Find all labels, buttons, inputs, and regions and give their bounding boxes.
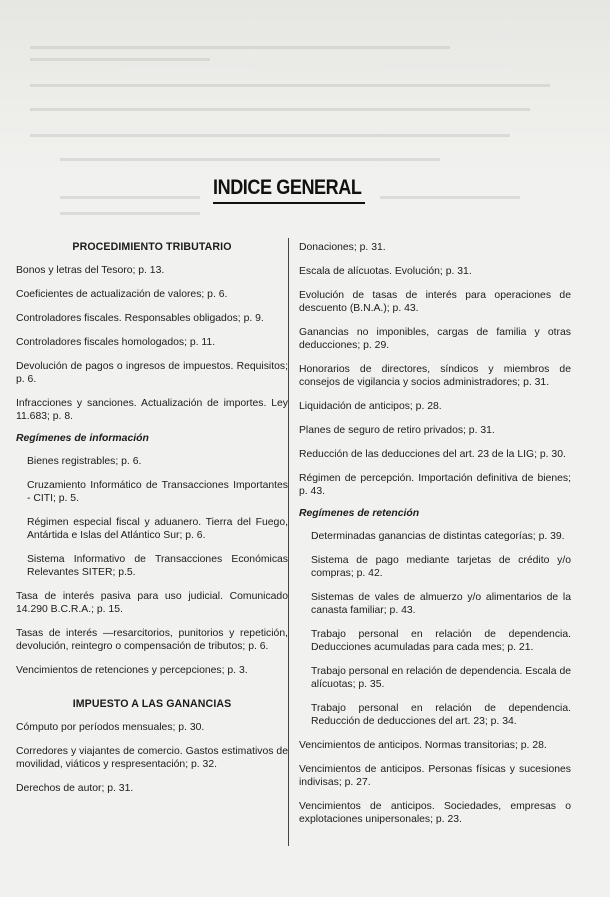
section-heading-procedimiento: PROCEDIMIENTO TRIBUTARIO (72, 241, 232, 253)
section-heading-ganancias: IMPUESTO A LAS GANANCIAS (72, 698, 232, 710)
index-subentry: Régimen especial fiscal y aduanero. Tierra del Fuego, Antártida e Islas del Atlántico Sur; p. 6. (27, 517, 288, 541)
index-subentry: Determinadas ganancias de distintas categorías; p. 39. (311, 531, 565, 542)
index-subentry: Sistemas de vales de almuerzo y/o alimentarios de la canasta familiar; p. 43. (311, 592, 571, 616)
index-entry: Devolución de pagos o ingresos de impuestos. Requisitos; p. 6. (16, 361, 288, 385)
index-subentry: Sistema de pago mediante tarjetas de crédito y/o compras; p. 42. (311, 555, 571, 579)
index-entry: Vencimientos de anticipos. Sociedades, empresas o explotaciones unipersonales; p. 23. (299, 801, 571, 825)
index-subentry: Trabajo personal en relación de dependencia. Escala de alícuotas; p. 35. (311, 666, 571, 690)
title-underline (213, 202, 365, 204)
index-entry: Régimen de percepción. Importación definitiva de bienes; p. 43. (299, 473, 571, 497)
index-entry: Donaciones; p. 31. (299, 242, 386, 253)
column-divider (288, 238, 289, 846)
right-column (299, 241, 571, 837)
index-entry: Derechos de autor; p. 31. (16, 783, 134, 794)
subheading-regimenes-informacion: Regímenes de información (16, 433, 149, 444)
index-entry: Coeficientes de actualización de valores; p. 6. (16, 289, 228, 300)
index-entry: Vencimientos de anticipos. Personas físicas y sucesiones indivisas; p. 27. (299, 764, 571, 788)
show-through-background (0, 0, 610, 175)
index-subentry: Cruzamiento Informático de Transacciones Importantes - CITI; p. 5. (27, 480, 288, 504)
index-entry: Tasa de interés pasiva para uso judicial. Comunicado 14.290 B.C.R.A.; p. 15. (16, 591, 288, 615)
index-entry: Planes de seguro de retiro privados; p. 31. (299, 425, 495, 436)
index-entry: Evolución de tasas de interés para operaciones de descuento (B.N.A.); p. 43. (299, 290, 571, 314)
index-entry: Vencimientos de anticipos. Normas transitorias; p. 28. (299, 740, 547, 751)
index-entry: Controladores fiscales homologados; p. 11. (16, 337, 216, 348)
index-entry: Reducción de las deducciones del art. 23 de la LIG; p. 30. (299, 449, 566, 460)
index-entry: Escala de alícuotas. Evolución; p. 31. (299, 266, 472, 277)
index-entry: Honorarios de directores, síndicos y miembros de consejos de vigilancia y socios administradores; p. 31. (299, 364, 571, 388)
index-subentry: Trabajo personal en relación de dependencia. Reducción de deducciones del art. 23; p. 34. (311, 703, 571, 727)
index-entry: Tasas de interés —resarcitorios, punitorios y repetición, devolución, reintegro o compensación de tributos; p. 6. (16, 628, 288, 652)
index-entry: Cómputo por períodos mensuales; p. 30. (16, 722, 205, 733)
index-entry: Controladores fiscales. Responsables obligados; p. 9. (16, 313, 264, 324)
index-entry: Ganancias no imponibles, cargas de familia y otras deducciones; p. 29. (299, 327, 571, 351)
index-entry: Vencimientos de retenciones y percepciones; p. 3. (16, 665, 248, 676)
left-column (16, 241, 288, 806)
index-subentry: Sistema Informativo de Transacciones Económicas Relevantes SITER; p.5. (27, 554, 288, 578)
subheading-regimenes-retencion: Regímenes de retención (299, 508, 420, 519)
page-title: INDICE GENERAL (213, 176, 362, 199)
index-entry: Bonos y letras del Tesoro; p. 13. (16, 265, 165, 276)
index-subentry: Trabajo personal en relación de dependencia. Deducciones acumuladas para cada mes; p. 21. (311, 629, 571, 653)
index-entry: Liquidación de anticipos; p. 28. (299, 401, 442, 412)
index-subentry: Bienes registrables; p. 6. (27, 456, 142, 467)
index-entry: Corredores y viajantes de comercio. Gastos estimativos de movilidad, viáticos y respresentación; p. 32. (16, 746, 288, 770)
index-entry: Infracciones y sanciones. Actualización de importes. Ley 11.683; p. 8. (16, 398, 288, 422)
